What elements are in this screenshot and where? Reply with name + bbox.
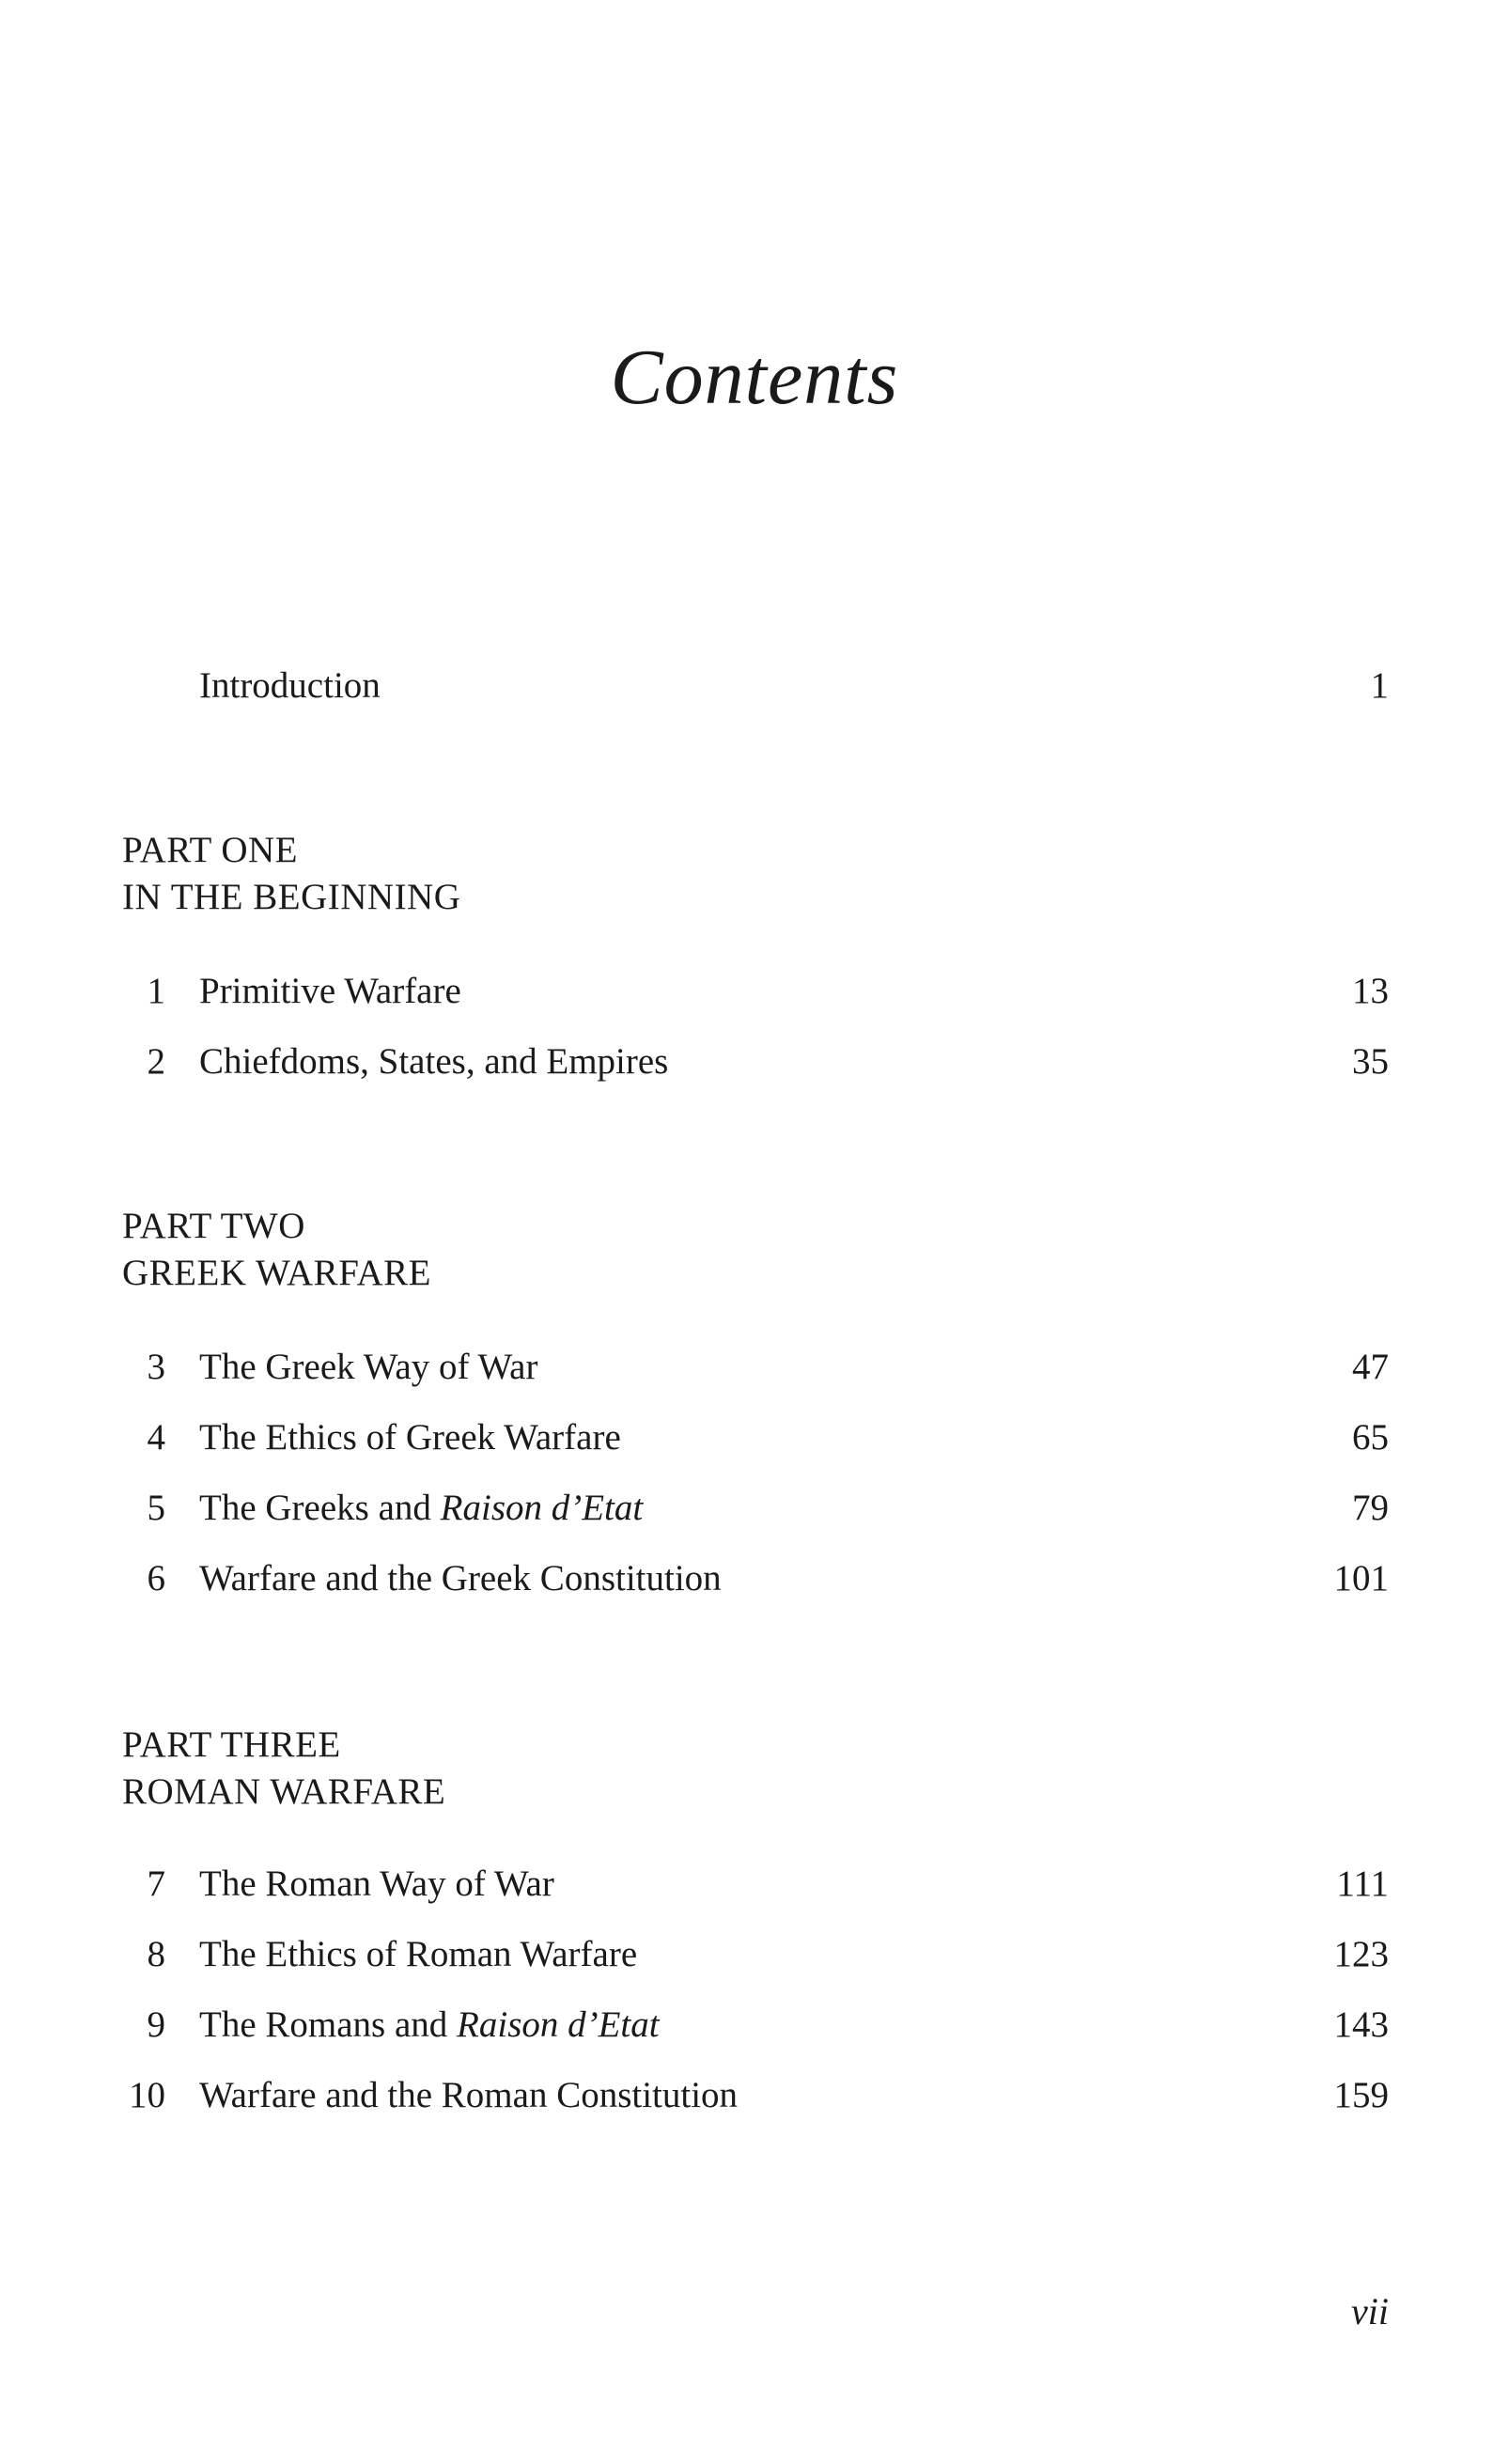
toc-entry-chapter[interactable]	[122, 1926, 1389, 1983]
toc-entry-chapter[interactable]	[122, 1410, 1389, 1466]
chapter-number: 1	[147, 971, 165, 1011]
chapter-number: 6	[147, 1558, 165, 1598]
part-label: PART ONE	[122, 830, 298, 870]
chapter-number: 3	[147, 1347, 165, 1387]
toc-entry-chapter[interactable]	[122, 1339, 1389, 1396]
toc-entry-title: Introduction	[199, 665, 381, 706]
chapter-title-plain: The Romans and	[199, 2004, 458, 2045]
chapter-page: 111	[1336, 1864, 1389, 1904]
page-title: Contents	[610, 334, 899, 421]
part-name: IN THE BEGINNING	[122, 877, 461, 917]
chapter-page: 143	[1333, 2004, 1389, 2045]
chapter-page: 101	[1333, 1558, 1389, 1598]
chapter-title: Warfare and the Greek Constitution	[199, 1558, 722, 1598]
chapter-page: 65	[1352, 1417, 1389, 1458]
chapter-number: 10	[129, 2075, 165, 2115]
chapter-page: 159	[1333, 2075, 1389, 2115]
toc-entry-page: 1	[1370, 665, 1389, 706]
toc-entry-chapter[interactable]	[122, 1480, 1389, 1536]
chapter-number: 5	[147, 1488, 165, 1528]
toc-entry-chapter[interactable]	[122, 963, 1389, 1020]
part-name: GREEK WARFARE	[122, 1253, 431, 1293]
chapter-page: 13	[1352, 971, 1389, 1011]
chapter-title-italic: Raison d’Etat	[457, 2004, 660, 2045]
toc-entry-chapter[interactable]	[122, 2067, 1389, 2124]
chapter-number: 4	[147, 1417, 165, 1458]
part-label: PART THREE	[122, 1724, 341, 1765]
chapter-number: 7	[147, 1864, 165, 1904]
chapter-title: The Ethics of Roman Warfare	[199, 1934, 638, 1974]
page-folio: vii	[1351, 2290, 1389, 2332]
part-name: ROMAN WARFARE	[122, 1771, 446, 1812]
chapter-title	[199, 1997, 660, 2053]
part-label: PART TWO	[122, 1206, 305, 1246]
chapter-page: 35	[1352, 1041, 1389, 1082]
chapter-title	[199, 1480, 643, 1536]
chapter-title: The Ethics of Greek Warfare	[199, 1417, 621, 1458]
chapter-title: Primitive Warfare	[199, 971, 461, 1011]
chapter-title-plain: The Greeks and	[199, 1488, 441, 1528]
chapter-title: Warfare and the Roman Constitution	[199, 2075, 739, 2115]
chapter-page: 123	[1333, 1934, 1389, 1974]
chapter-number: 8	[147, 1934, 165, 1974]
toc-entry-chapter[interactable]	[122, 1034, 1389, 1090]
chapter-title: The Greek Way of War	[199, 1347, 538, 1387]
chapter-title: Chiefdoms, States, and Empires	[199, 1041, 669, 1082]
toc-entry-chapter[interactable]	[122, 1551, 1389, 1607]
toc-entry-chapter[interactable]	[122, 1997, 1389, 2053]
toc-entry-chapter[interactable]	[122, 1856, 1389, 1912]
chapter-title-italic: Raison d’Etat	[440, 1488, 644, 1528]
chapter-title: The Roman Way of War	[199, 1864, 554, 1904]
chapter-page: 47	[1352, 1347, 1389, 1387]
chapter-number: 2	[147, 1041, 165, 1082]
toc-entry-introduction[interactable]	[122, 658, 1389, 714]
chapter-number: 9	[147, 2004, 165, 2045]
chapter-page: 79	[1352, 1488, 1389, 1528]
